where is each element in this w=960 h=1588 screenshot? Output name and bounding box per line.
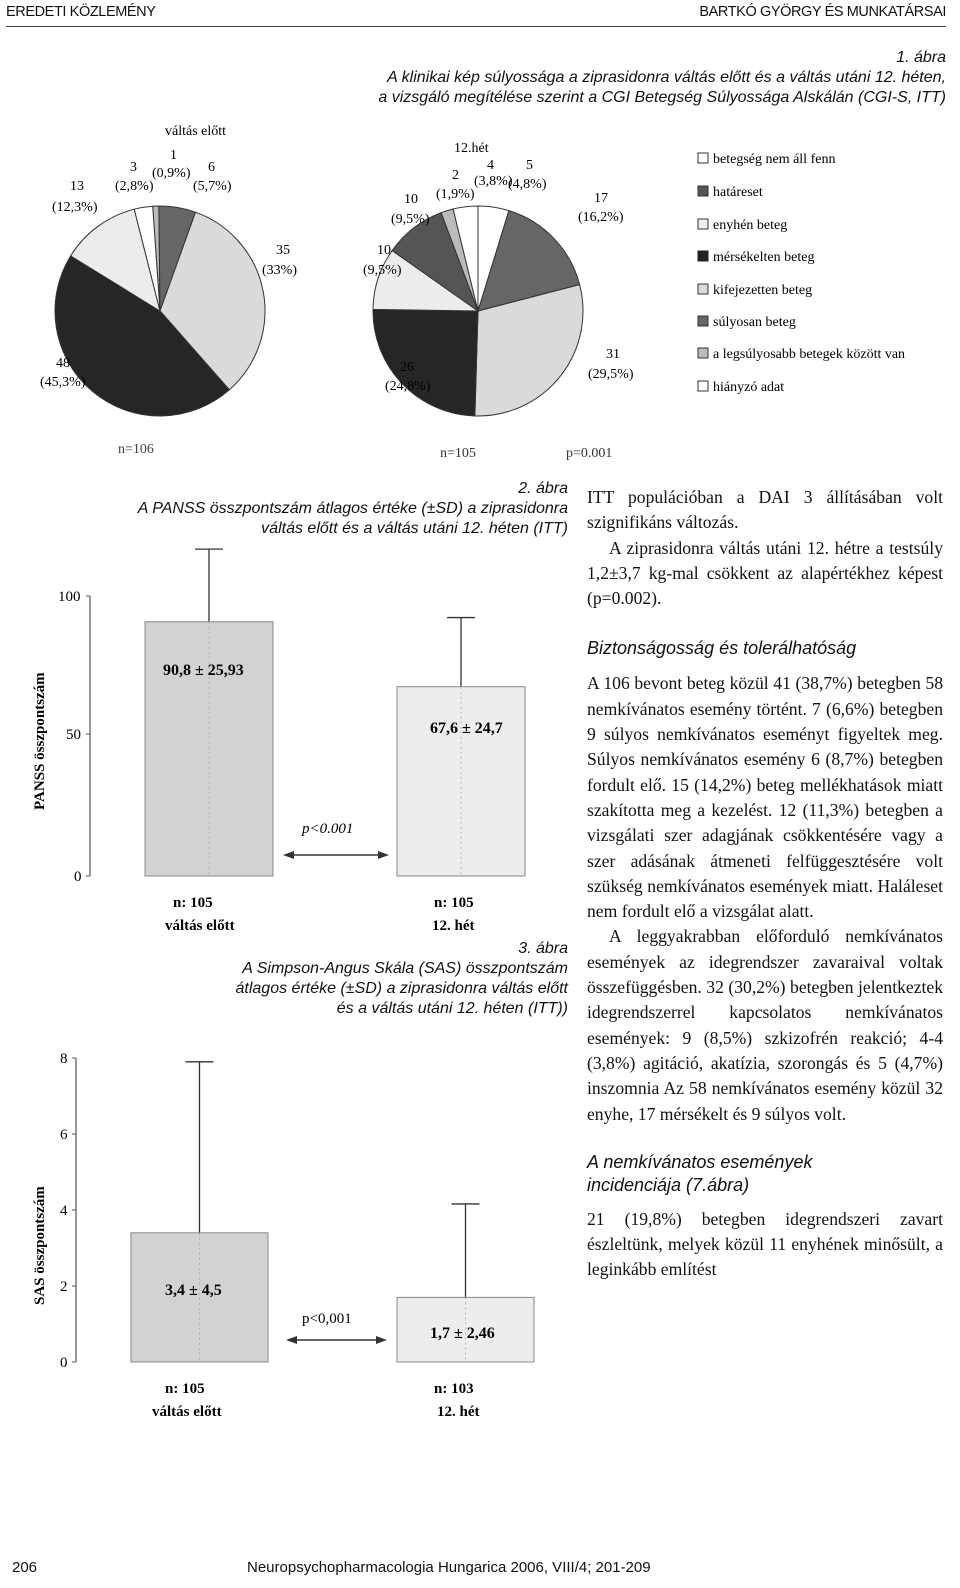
pie-left-pct-3: (5,7%) xyxy=(193,179,232,194)
fig2-tick-label-0: 0 xyxy=(74,869,82,885)
pie-left-count-5: 35 xyxy=(276,243,290,258)
legend-label-0: betegség nem áll fenn xyxy=(713,152,836,167)
fig2-cat1: váltás előtt xyxy=(165,918,235,934)
legend-swatch-1 xyxy=(698,186,708,196)
fig2-n1: n: 105 xyxy=(173,895,213,911)
paragraph-incidence: 21 (19,8%) betegben idegrendszeri zavart észleltünk, melyek közül 11 enyhének minősült, a leginkább említést xyxy=(587,1208,943,1280)
pie-right-slice-3 xyxy=(373,309,478,416)
legend-swatch-6 xyxy=(698,348,708,358)
page-number: 206 xyxy=(12,1559,38,1576)
pie-right-pct-2: (1,9%) xyxy=(436,187,475,202)
fig3-n1: n: 105 xyxy=(165,1381,205,1397)
fig3-tick-label-6: 6 xyxy=(60,1127,68,1143)
pie-left-pct-4: (12,3%) xyxy=(52,200,98,215)
legend-label-3: mérsékelten beteg xyxy=(713,250,815,265)
legend-swatch-4 xyxy=(698,284,708,294)
heading-incidence-line2: incidenciája (7.ábra) xyxy=(587,1174,750,1195)
pie-right-pct-10a: (9,5%) xyxy=(391,212,430,227)
pie-right-n: n=105 xyxy=(440,446,476,461)
pie-left-pct-1: (0,9%) xyxy=(152,166,191,181)
fig2-caption xyxy=(4,479,568,539)
pie-right-pct-31: (29,5%) xyxy=(588,367,634,382)
legend-swatch-5 xyxy=(698,316,708,326)
pie-left-count-1: 1 xyxy=(170,148,177,163)
legend-swatch-3 xyxy=(698,251,708,261)
legend-swatch-2 xyxy=(698,219,708,229)
fig3-p-arrow xyxy=(286,1336,387,1344)
running-head-right: BARTKÓ GYÖRGY ÉS MUNKATÁRSAI xyxy=(699,4,946,20)
fig2-number: 2. ábra xyxy=(518,480,568,497)
pie-right-pct-10b: (9,5%) xyxy=(363,263,402,278)
fig2-cat2: 12. hét xyxy=(432,918,475,934)
pie-legend xyxy=(698,152,905,395)
pie-right-count-10a: 10 xyxy=(404,192,418,207)
pie-right-pct-26: (24,8%) xyxy=(385,379,431,394)
pie-right-count-10b: 10 xyxy=(377,243,391,258)
pie-right-count-31: 31 xyxy=(606,347,620,362)
pie-right-title: 12.hét xyxy=(454,141,489,156)
fig3-cat1: váltás előtt xyxy=(152,1404,222,1420)
legend-label-4: kifejezetten beteg xyxy=(713,283,813,298)
fig3-title-line3: és a váltás utáni 12. héten (ITT)) xyxy=(336,1000,568,1017)
running-head-left: EREDETI KÖZLEMÉNY xyxy=(6,4,156,20)
fig3-title-line1: A Simpson-Angus Skála (SAS) összpontszám xyxy=(242,960,568,977)
pie-left-count-4: 13 xyxy=(70,179,84,194)
fig2-bar1-label: 90,8 ± 25,93 xyxy=(163,662,244,679)
fig3-ticks xyxy=(60,1051,76,1371)
fig2-bar-chart xyxy=(0,540,580,940)
fig2-title-line1: A PANSS összpontszám átlagos értéke (±SD) a ziprasidonra xyxy=(137,500,568,517)
legend-label-1: határeset xyxy=(713,185,763,200)
pie-right-count-17: 17 xyxy=(594,191,608,206)
legend-swatch-7 xyxy=(698,381,708,391)
fig3-tick-label-8: 8 xyxy=(60,1051,68,1067)
pie-left-title: váltás előtt xyxy=(165,124,227,139)
fig3-number: 3. ábra xyxy=(518,940,568,957)
fig2-n2: n: 105 xyxy=(434,895,474,911)
fig3-n2: n: 103 xyxy=(434,1381,474,1397)
paragraph-dai: ITT populációban a DAI 3 állításában volt szignifikáns változás. xyxy=(587,487,943,533)
pie-right-count-5: 5 xyxy=(526,158,533,173)
p-value: p=0.001 xyxy=(566,446,613,461)
fig1-pie-charts xyxy=(0,115,960,465)
pie-left-n: n=106 xyxy=(118,442,154,457)
right-column xyxy=(587,485,943,1283)
header-rule xyxy=(6,26,946,27)
fig1-caption xyxy=(46,48,946,108)
pie-right-count-4: 4 xyxy=(487,158,494,173)
fig3-caption xyxy=(4,939,568,1019)
heading-incidence-line1: A nemkívánatos események xyxy=(587,1151,813,1172)
fig2-p-arrow xyxy=(283,851,389,859)
legend-label-5: súlyosan beteg xyxy=(713,315,796,330)
fig3-bar2-label: 1,7 ± 2,46 xyxy=(430,1325,495,1342)
fig3-title-line2: átlagos értéke (±SD) a ziprasidonra váltás előtt xyxy=(235,980,568,997)
paragraph-adverse-events: A 106 bevont beteg közül 41 (38,7%) betegben 58 nemkívánatos esemény történt. 7 (6,6%) betegben 9 súlyos nemkívánatos eseményt figyeltek meg. Súlyos nemkívánatos esemény 6 (8,7%) betegben fordult elő. 15 (14,2%) beteg mellékhatások miatt szakította meg a kezelést. 12 (11,3%) betegben a vizsgálati szer adagjának csökkentésére vagy a szer adásának átmeneti felfüggesztésére volt szükség nemkívánatos események miatt. Haláleset nem fordult elő a vizsgálat alatt. xyxy=(587,673,943,922)
fig2-tick-label-100: 100 xyxy=(58,589,81,605)
pie-left-pct-5: (33%) xyxy=(262,263,297,278)
fig3-cat2: 12. hét xyxy=(437,1404,480,1420)
pie-left-count-6: 48 xyxy=(56,356,70,371)
pie-left xyxy=(55,206,265,416)
pie-right-pct-17: (16,2%) xyxy=(578,210,624,225)
fig3-bar-chart xyxy=(0,1020,580,1420)
fig1-number: 1. ábra xyxy=(896,49,946,66)
journal-citation: Neuropsychopharmacologia Hungarica 2006, VIII/4; 201-209 xyxy=(247,1559,651,1576)
fig3-ylabel: SAS összpontszám xyxy=(32,1186,48,1305)
fig2-title-line2: váltás előtt és a váltás utáni 12. héten (ITT) xyxy=(261,520,568,537)
legend-label-6: a legsúlyosabb betegek között van xyxy=(713,347,906,362)
fig2-tick-label-50: 50 xyxy=(66,727,81,743)
pie-right-pct-5: (4,8%) xyxy=(508,177,547,192)
legend-label-7: hiányzó adat xyxy=(713,380,785,395)
legend-swatch-0 xyxy=(698,153,708,163)
legend-label-2: enyhén beteg xyxy=(713,218,788,233)
fig3-tick-label-4: 4 xyxy=(60,1203,68,1219)
pie-left-pct-6: (45,3%) xyxy=(40,375,86,390)
fig3-p-label: p<0,001 xyxy=(302,1311,352,1327)
heading-incidence xyxy=(587,1151,943,1197)
pie-left-count-2: 3 xyxy=(130,160,137,175)
fig2-p-label: p<0.001 xyxy=(302,821,354,837)
fig2-ticks xyxy=(58,589,90,885)
paragraph-weight: A ziprasidonra váltás utáni 12. hétre a testsúly 1,2±3,7 kg-mal csökkent az alapértékhez képest (p=0.002). xyxy=(587,537,943,609)
fig3-bar1-label: 3,4 ± 4,5 xyxy=(165,1282,222,1299)
pie-right-pct-4: (3,8%) xyxy=(474,174,513,189)
fig3-tick-label-0: 0 xyxy=(60,1355,68,1371)
heading-safety: Biztonságosság és tolerálhatóság xyxy=(587,638,857,659)
fig1-title-line1: A klinikai kép súlyossága a ziprasidonra váltás előtt és a váltás utáni 12. héten, xyxy=(387,69,946,86)
pie-left-count-3: 6 xyxy=(208,160,215,175)
fig2-ylabel: PANSS összpontszám xyxy=(32,672,48,810)
fig3-tick-label-2: 2 xyxy=(60,1279,68,1295)
fig1-title-line2: a vizsgáló megítélése szerint a CGI Betegség Súlyossága Alskálán (CGI-S, ITT) xyxy=(378,89,946,106)
pie-right-count-26: 26 xyxy=(400,360,414,375)
paragraph-nervous-system: A leggyakrabban előforduló nemkívánatos események az idegrendszer zavaraival voltak összefüggésben. 32 (30,2%) betegben jelentkeztek idegrendszerrel kapcsolatos nemkívánatos események: 9 (8,5%) szkizofrén reakció; 4-4 (3,8%) agitáció, akatízia, szorongás és 5 (4,7%) inszomnia Az 58 nemkívánatos esemény közül 32 enyhe, 17 mérsékelt és 9 súlyos volt. xyxy=(587,926,943,1124)
fig2-bar2-label: 67,6 ± 24,7 xyxy=(430,720,503,737)
pie-right-count-2: 2 xyxy=(452,168,459,183)
pie-left-pct-2: (2,8%) xyxy=(115,179,154,194)
